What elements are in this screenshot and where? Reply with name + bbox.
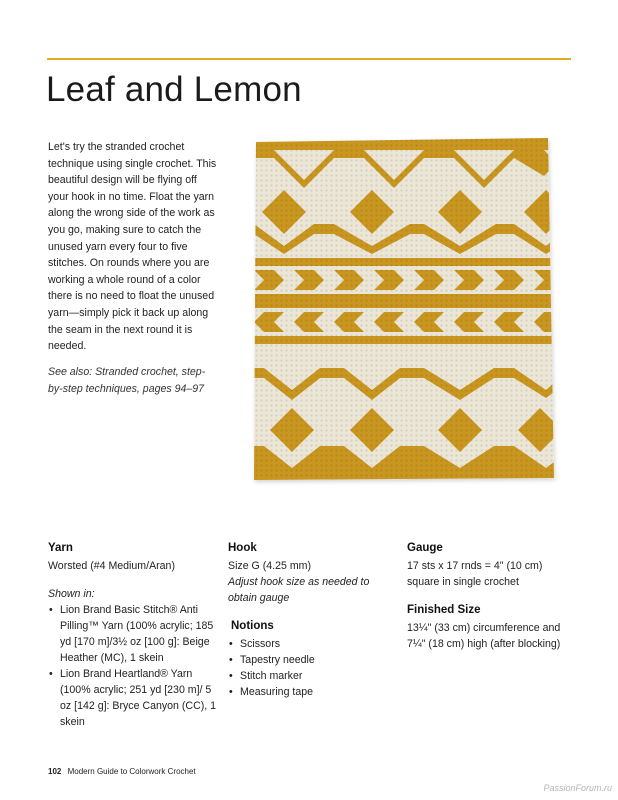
notion-item: • Tapestry needle (228, 652, 378, 668)
finished-size-text: 13¼" (33 cm) circumference and 7¼" (18 cm) high (after blocking) (407, 622, 561, 650)
gauge-section (407, 540, 572, 652)
page-number: 102 (48, 767, 62, 776)
notions-list (228, 636, 378, 700)
shown-in-label: Shown in: (48, 588, 95, 600)
gauge-heading: Gauge (407, 542, 443, 554)
page-footer (48, 767, 196, 776)
yarn-weight: Worsted (#4 Medium/Aran) (48, 560, 175, 572)
book-title: Modern Guide to Colorwork Crochet (67, 767, 196, 776)
yarn-list (48, 602, 218, 730)
gauge-text: 17 sts x 17 rnds = 4" (10 cm) square in single crochet (407, 560, 543, 588)
watermark: PassionForum.ru (543, 783, 612, 793)
notion-item: • Stitch marker (228, 668, 378, 684)
see-also-note: See also: Stranded crochet, step-by-step techniques, pages 94–97 (48, 366, 206, 395)
notion-item: • Scissors (228, 636, 378, 652)
crochet-swatch-image (244, 128, 562, 490)
page-title: Leaf and Lemon (46, 70, 302, 109)
hook-heading: Hook (228, 542, 257, 554)
swatch-photo (244, 128, 562, 490)
yarn-heading: Yarn (48, 542, 73, 554)
swatch-pattern (244, 128, 562, 490)
finished-size-heading: Finished Size (407, 604, 481, 616)
yarn-section (48, 540, 218, 730)
hook-section (228, 540, 378, 700)
hook-note: Adjust hook size as needed to obtain gauge (228, 576, 370, 604)
yarn-item: • Lion Brand Basic Stitch® Anti Pilling™ Yarn (100% acrylic; 185 yd [170 m]/3½ oz [100 g]: Beige Heather (MC), 1 skein (48, 602, 218, 666)
intro-paragraph: Let's try the stranded crochet technique using single crochet. This beautiful design will be flying off your hook in no time. Float the yarn along the wrong side of the work as you go, making sure to catch the unused yarn every four to five stitches. On rounds where you are working a whole round of a color there is no need to float the unused yarn—simply pick it back up along the seam in the next round it is needed. (48, 141, 217, 353)
top-rule (47, 58, 571, 60)
notion-item: • Measuring tape (228, 684, 378, 700)
hook-size: Size G (4.25 mm) (228, 560, 312, 572)
notions-heading: Notions (231, 620, 274, 632)
yarn-item: • Lion Brand Heartland® Yarn (100% acrylic; 251 yd [230 m]/ 5 oz [142 g]: Bryce Canyon (CC), 1 skein (48, 666, 218, 730)
